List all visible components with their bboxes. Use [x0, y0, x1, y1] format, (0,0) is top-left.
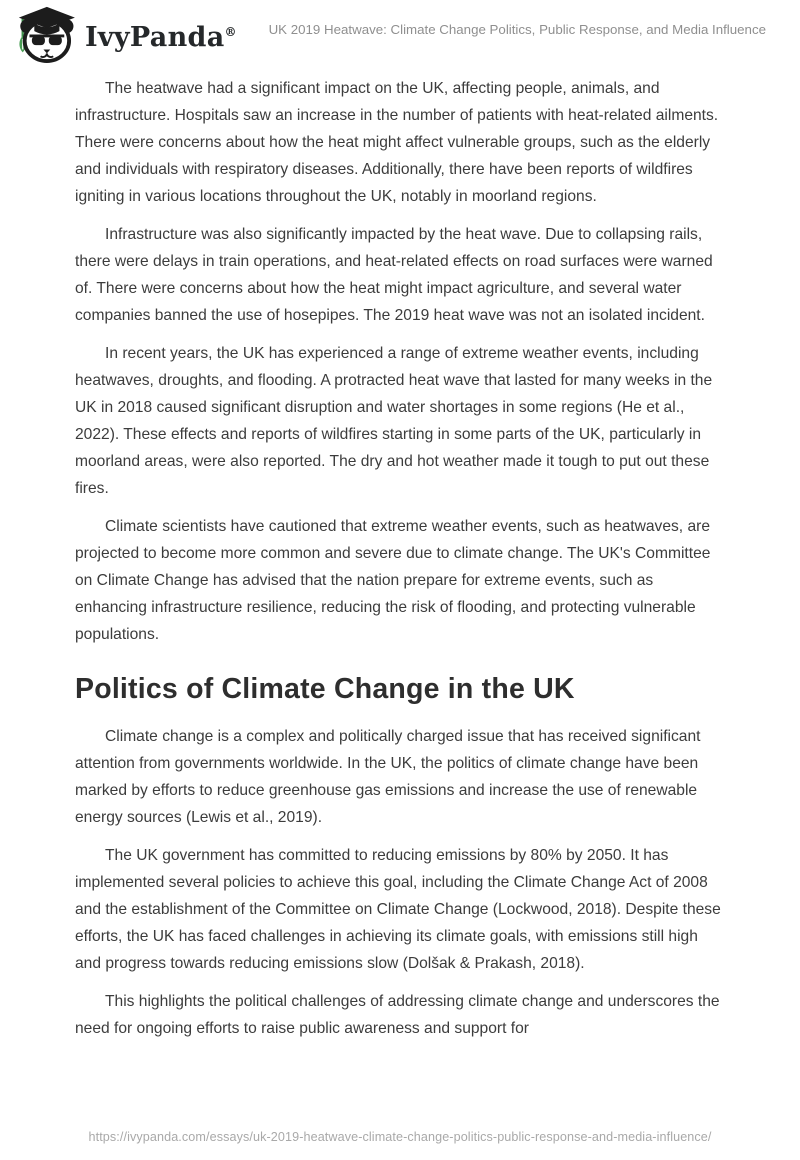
panda-graduate-icon	[10, 5, 76, 63]
section-heading: Politics of Climate Change in the UK	[75, 673, 575, 705]
paragraph: Climate scientists have cautioned that extreme weather events, such as heatwaves, are projected to become more common and severe due to climate change. The UK's Committee on Climate Change has advised that the nation prepare for extreme events, such as enhancing infrastructure resilience, reducing the risk of flooding, and protecting vulnerable populations.	[75, 518, 711, 643]
ivypanda-logo	[10, 5, 237, 63]
paragraph: In recent years, the UK has experienced a range of extreme weather events, including heatwaves, droughts, and flooding. A protracted heat wave that lasted for many weeks in the UK in 2018 caused significant disruption and water shortages in some regions (He et al., 2022). These effects and reports of wildfires starting in some parts of the UK, particularly in moorland areas, were also reported. The dry and hot weather made it tough to put out these fires.	[75, 345, 713, 497]
paragraph: Infrastructure was also significantly impacted by the heat wave. Due to collapsing rails, there were delays in train operations, and heat-related effects on road surfaces were warned of. There were concerns about how the heat might impact agriculture, and several water companies banned the use of hosepipes. The 2019 heat wave was not an isolated incident.	[75, 226, 713, 324]
registered-trademark: ®	[224, 24, 237, 39]
page-header	[0, 0, 800, 63]
page-footer	[0, 1128, 800, 1146]
brand-wordmark: IvyPanda®	[85, 21, 237, 53]
paragraph: The UK government has committed to reducing emissions by 80% by 2050. It has implemented several policies to achieve this goal, including the Climate Change Act of 2008 and the establishment of the Committee on Climate Change (Lockwood, 2018). Despite these efforts, the UK has faced challenges in achieving its climate goals, with emissions still high and progress towards reducing emissions slow (Dolšak & Prakash, 2018).	[75, 846, 721, 972]
document-title: UK 2019 Heatwave: Climate Change Politics, Public Response, and Media Influence	[268, 22, 766, 37]
essay-content	[0, 75, 800, 1042]
paragraph: This highlights the political challenges of addressing climate change and underscores the need for ongoing efforts to raise public awareness and support for	[75, 992, 720, 1037]
source-url: https://ivypanda.com/essays/uk-2019-heatwave-climate-change-politics-public-response-and-media-influence/	[88, 1130, 712, 1144]
paragraph: The heatwave had a significant impact on the UK, affecting people, animals, and infrastructure. Hospitals saw an increase in the number of patients with heat-related ailments. There were concerns about how the heat might affect vulnerable groups, such as the elderly and individuals with respiratory diseases. Additionally, there have been reports of wildfires igniting in various locations throughout the UK, notably in moorland regions.	[75, 80, 719, 205]
paragraph: Climate change is a complex and politically charged issue that has received significant attention from governments worldwide. In the UK, the politics of climate change have been marked by efforts to reduce greenhouse gas emissions and increase the use of renewable energy sources (Lewis et al., 2019).	[75, 727, 701, 826]
